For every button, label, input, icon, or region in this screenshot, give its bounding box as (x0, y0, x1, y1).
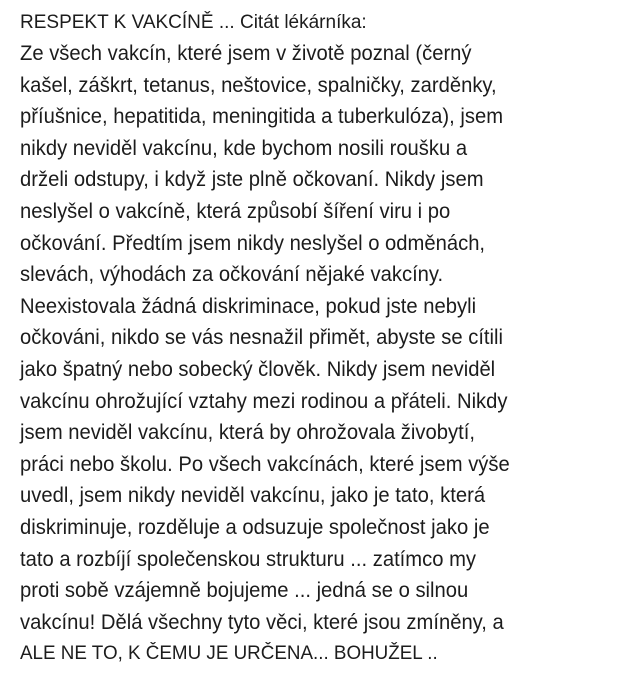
text-line-5: drželi odstupy, i když jste plně očkovaní. Nikdy jsem (20, 167, 484, 192)
text-line-8: slevách, výhodách za očkování nějaké vakcíny. (20, 262, 444, 287)
text-line-6: neslyšel o vakcíně, která způsobí šíření viru i po (20, 198, 451, 223)
text-line-15: uvedl, jsem nikdy neviděl vakcínu, jako je tato, která (20, 483, 486, 508)
text-line-20: ALE NE TO, K ČEMU JE URČENA... BOHUŽEL .. (20, 643, 438, 665)
text-line-3: příušnice, hepatitida, meningitida a tuberkulóza), jsem (20, 104, 504, 129)
quote-post (20, 7, 632, 670)
text-line-9: Neexistovala žádná diskriminace, pokud jste nebyli (20, 293, 477, 318)
text-line-17: tato a rozbíjí společenskou strukturu ... zatímco my (20, 546, 477, 571)
text-line-13: jsem neviděl vakcínu, která by ohrožovala živobytí, (20, 420, 475, 445)
text-line-4: nikdy neviděl vakcínu, kde bychom nosili roušku a (20, 135, 468, 160)
text-line-11: jako špatný nebo sobecký člověk. Nikdy jsem neviděl (20, 356, 496, 381)
post-heading: RESPEKT K VAKCÍNĚ ... Citát lékárníka: (20, 12, 367, 33)
text-line-1: Ze všech vakcín, které jsem v životě poznal (černý (20, 41, 472, 65)
text-line-18: proti sobě vzájemně bojujeme ... jedná se o silnou (20, 578, 469, 603)
text-line-2: kašel, záškrt, tetanus, neštovice, spalničky, zarděnky, (20, 72, 497, 97)
text-line-10: očkováni, nikdo se vás nesnažil přimět, abyste se cítili (20, 325, 504, 350)
text-line-7: očkování. Předtím jsem nikdy neslyšel o odměnách, (20, 230, 486, 255)
text-line-14: práci nebo školu. Po všech vakcínách, které jsem výše (20, 451, 510, 476)
text-line-16: diskriminuje, rozděluje a odsuzuje společnost jako je (20, 514, 490, 539)
text-line-19: vakcínu! Dělá všechny tyto věci, které jsou zmíněny, a (20, 609, 504, 634)
text-line-12: vakcínu ohrožující vztahy mezi rodinou a přáteli. Nikdy (20, 388, 508, 413)
